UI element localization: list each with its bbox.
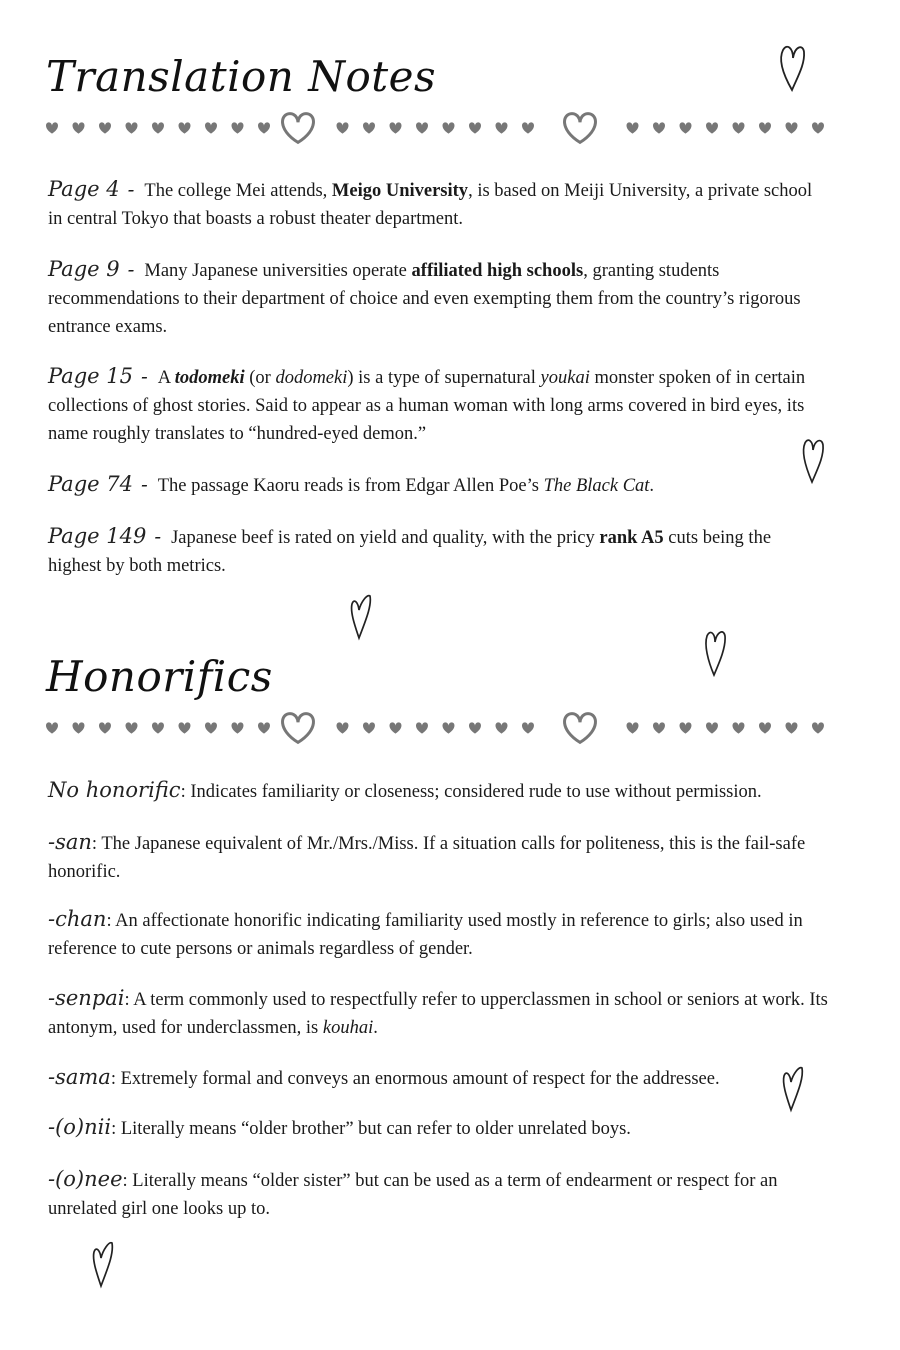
small-heart-icon (680, 122, 692, 133)
small-heart-icon (627, 722, 639, 733)
honorific-senpai: -senpai: A term commonly used to respectfully refer to upperclassmen in school or seniors at work. Its antonym, used for underclassmen, is kouhai. (48, 986, 828, 1038)
translation-notes-title: Translation Notes (46, 52, 437, 101)
honorific-san: -san: The Japanese equivalent of Mr./Mrs./Miss. If a situation calls for politeness, this is the fail-safe honorific. (48, 830, 806, 882)
small-heart-icon (653, 122, 665, 133)
honorific-chan: -chan: An affectionate honorific indicating familiarity used mostly in reference to girls; also used in reference to cute persons or animals regardless of gender. (48, 907, 803, 959)
small-heart-icon (680, 722, 692, 733)
small-heart-icon (99, 722, 111, 733)
note-page-4: Page 4 - The college Mei attends, Meigo University, is based on Meiji University, a private school in central Tokyo that boasts a robust theater department. (48, 177, 813, 229)
small-heart-icon (258, 122, 270, 133)
page-ref: Page 15 (48, 364, 133, 388)
small-heart-icon (786, 722, 798, 733)
small-heart-icon (205, 122, 217, 133)
small-heart-icon (152, 122, 164, 133)
small-heart-icon (205, 722, 217, 733)
large-outline-heart-icon (283, 114, 314, 143)
heart-doodle-icon (345, 590, 375, 642)
small-heart-icon (812, 122, 824, 133)
small-heart-icon (126, 122, 138, 133)
small-heart-icon (469, 122, 481, 133)
small-heart-icon (179, 722, 191, 733)
large-outline-heart-icon (283, 714, 314, 743)
small-heart-icon (496, 122, 508, 133)
small-heart-icon (46, 122, 58, 133)
honorific-term: -(o)nii (48, 1115, 112, 1139)
honorific-term: -senpai (48, 986, 125, 1010)
small-heart-icon (416, 722, 428, 733)
small-heart-icon (733, 122, 745, 133)
small-heart-icon (99, 122, 111, 133)
heart-doodle-icon (772, 40, 812, 96)
small-heart-icon (733, 722, 745, 733)
small-heart-icon (337, 122, 349, 133)
note-page-149: Page 149 - Japanese beef is rated on yield and quality, with the pricy rank A5 cuts being the highest by both metrics. (48, 524, 772, 576)
small-heart-icon (759, 122, 771, 133)
heart-doodle-icon (88, 1236, 118, 1290)
page-ref: Page 149 (48, 524, 147, 548)
note-page-9: Page 9 - Many Japanese universities operate affiliated high schools, granting students recommendations to their department of choice and even exempting them from the country’s rigorous entrance exams. (48, 257, 801, 337)
small-heart-icon (627, 122, 639, 133)
small-heart-icon (179, 122, 191, 133)
honorific-term: -sama (48, 1065, 111, 1089)
heart-divider (44, 708, 836, 748)
large-outline-heart-icon (565, 714, 596, 743)
small-heart-icon (232, 122, 244, 133)
page-ref: Page 9 (48, 257, 120, 281)
small-heart-icon (363, 722, 375, 733)
heart-doodle-icon (778, 1062, 808, 1114)
honorific-term: No honorific (48, 778, 181, 802)
small-heart-icon (152, 722, 164, 733)
small-heart-icon (469, 722, 481, 733)
small-heart-icon (706, 722, 718, 733)
large-outline-heart-icon (565, 114, 596, 143)
honorifics-title: Honorifics (46, 652, 273, 701)
small-heart-icon (496, 722, 508, 733)
page-ref: Page 74 (48, 472, 133, 496)
small-heart-icon (363, 122, 375, 133)
honorific-term: -chan (48, 907, 107, 931)
honorific-none: No honorific: Indicates familiarity or closeness; considered rude to use without permission. (48, 778, 762, 802)
small-heart-icon (786, 122, 798, 133)
honorific-onii: -(o)nii: Literally means “older brother” but can refer to older unrelated boys. (48, 1115, 631, 1139)
small-heart-icon (706, 122, 718, 133)
small-heart-icon (390, 722, 402, 733)
heart-doodle-icon (700, 625, 730, 679)
note-page-15: Page 15 - A todomeki (or dodomeki) is a type of supernatural youkai monster spoken of in certain collections of ghost stories. Said to appear as a human woman with long arms covered in bird eyes, its name roughly translates to “hundred-eyed demon.” (48, 364, 806, 444)
small-heart-icon (337, 722, 349, 733)
page-ref: Page 4 (48, 177, 120, 201)
small-heart-icon (232, 722, 244, 733)
small-heart-icon (416, 122, 428, 133)
small-heart-icon (73, 722, 85, 733)
small-heart-icon (443, 722, 455, 733)
small-heart-icon (258, 722, 270, 733)
small-heart-icon (759, 722, 771, 733)
small-heart-icon (812, 722, 824, 733)
honorific-sama: -sama: Extremely formal and conveys an enormous amount of respect for the addressee. (48, 1065, 720, 1089)
small-heart-icon (73, 122, 85, 133)
small-heart-icon (522, 122, 534, 133)
small-heart-icon (46, 722, 58, 733)
small-heart-icon (443, 122, 455, 133)
small-heart-icon (522, 722, 534, 733)
heart-divider (44, 108, 836, 148)
honorific-term: -(o)nee (48, 1167, 123, 1191)
small-heart-icon (390, 122, 402, 133)
honorific-term: -san (48, 830, 92, 854)
small-heart-icon (653, 722, 665, 733)
honorific-onee: -(o)nee: Literally means “older sister” but can be used as a term of endearment or respect for an unrelated girl one looks up to. (48, 1167, 778, 1219)
small-heart-icon (126, 722, 138, 733)
note-page-74: Page 74 - The passage Kaoru reads is from Edgar Allen Poe’s The Black Cat. (48, 472, 655, 496)
